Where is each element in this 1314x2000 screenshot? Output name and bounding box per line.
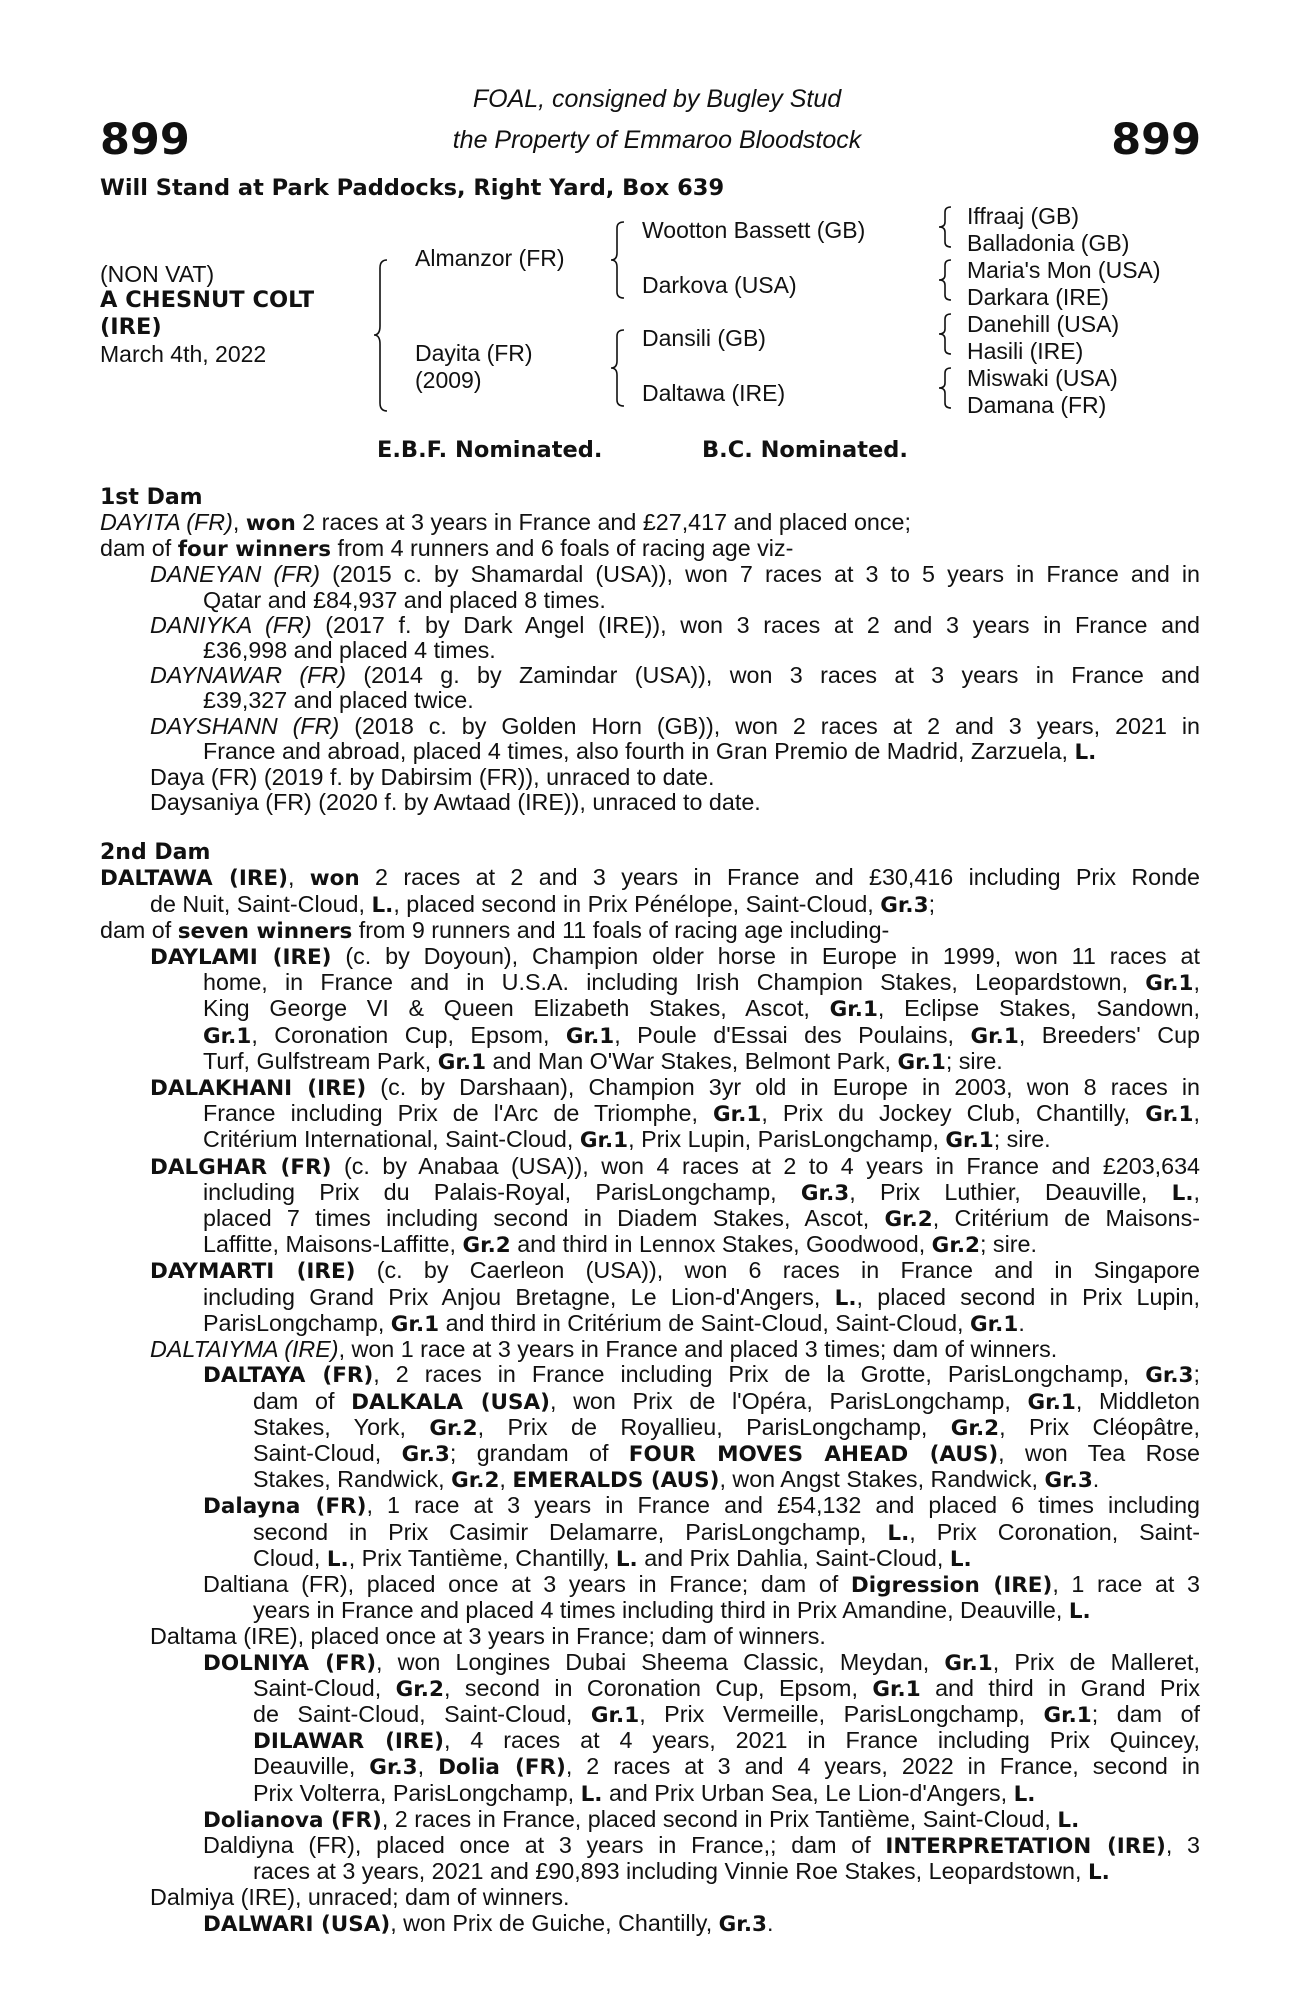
text-run: King George VI & Queen Elizabeth Stakes, Ascot, [203,995,830,1022]
text-run: Stakes, York, [253,1413,430,1440]
bold-text: L. [371,892,394,918]
catalogue-line [100,663,1200,688]
catalogue-line [100,1049,1200,1075]
bold-text: L. [1068,1599,1091,1625]
bold-text: Dolia (FR) [438,1755,566,1781]
catalogue-line [100,1154,1200,1180]
text-run: , 2 races in France, placed second in Prix Tantième, Saint-Cloud, [381,1805,1058,1832]
text-run: Cloud, [253,1544,327,1571]
horse-description: A CHESNUT COLT [100,287,315,313]
catalogue-line [100,1754,1200,1780]
catalogue-line [100,1389,1200,1415]
bold-text: Gr.1 [579,1128,629,1154]
text-run: 2 races at 2 and 3 years in France and £30,416 including Prix Ronde [359,864,1200,891]
text-run: and third in Critérium de Saint-Cloud, Saint-Cloud, [439,1309,970,1336]
text-run: , [232,509,246,535]
text-run: , Prix de Royallieu, ParisLongchamp, [477,1413,951,1440]
text-run: and Prix Urban Sea, Le Lion-d'Angers, [602,1779,1014,1806]
catalogue-line [100,1023,1200,1049]
text-run: ; sire. [993,1126,1051,1153]
catalogue-line [100,1624,1200,1649]
text-run: Laffitte, Maisons-Laffitte, [203,1231,463,1258]
catalogue-line [100,1258,1200,1284]
text-run: , 2 races in France including Prix de la Grotte, ParisLongchamp, [373,1361,1146,1388]
catalogue-line [100,1232,1200,1258]
lot-number-left: 899 [100,115,190,165]
text-run: Daltiana (FR), placed once at 3 years in France; dam of [203,1570,851,1597]
catalogue-line [100,865,1200,891]
bold-text: Gr.1 [390,1311,440,1337]
catalogue-line [100,1467,1200,1493]
text-run: , 4 races at 4 years, 2021 in France including Prix Quincey, [443,1727,1200,1754]
text-run: , [287,864,310,891]
catalogue-line [100,1807,1200,1833]
bold-text: Gr.3 [1145,1363,1194,1389]
text-run: de Nuit, Saint-Cloud, [150,890,372,917]
text-run: , Poule d'Essai des Poulains, [614,1021,971,1048]
text-run: , 1 race at 3 years in France and £54,132 and placed 6 times including [366,1492,1201,1519]
bold-text: Gr.1 [1043,1702,1092,1728]
bold-text: L. [615,1546,638,1572]
catalogue-line [100,1572,1200,1598]
bold-text: Gr.2 [429,1415,478,1441]
bold-text: won [309,866,360,892]
text-run: Daysaniya (FR) (2020 f. by Awtaad (IRE)), unraced to date. [150,789,761,816]
bold-text: won [245,511,296,536]
catalogue-line [100,1285,1200,1311]
text-run: Daya (FR) (2019 f. by Dabirsim (FR)), unraced to date. [150,764,715,791]
text-run: de Saint-Cloud, Saint-Cloud, [253,1700,591,1727]
bold-text: Gr.1 [829,997,878,1023]
text-run: Turf, Gulfstream Park, [203,1047,438,1074]
section-title: 1st Dam [100,485,203,510]
pedigree-bracket-g2 [938,259,956,301]
text-run: (c. by Anabaa (USA)), won 4 races at 2 to 4 years in France and £203,634 [331,1152,1201,1179]
bold-text: L. [1171,1180,1194,1206]
text-run: dam of [100,535,178,562]
text-run: , Prix Vermeille, ParisLongchamp, [639,1700,1044,1727]
bold-text: L. [1087,1860,1110,1886]
stand-location: Will Stand at Park Paddocks, Right Yard, Box 639 [100,175,725,201]
bold-text: Gr.2 [931,1233,980,1259]
text-run: , [1193,1100,1200,1127]
bold-text: Dolianova (FR) [203,1807,382,1833]
bold-text: DALTAYA (FR) [203,1363,374,1389]
italic-text: DANIYKA (FR) [150,611,312,638]
text-run: , won Longines Dubai Sheema Classic, Meydan, [376,1648,945,1675]
pedigree-bracket-g3 [938,313,956,355]
text-run: , 2 races at 3 and 4 years, 2022 in France, second in [565,1753,1200,1780]
horse-country: (IRE) [100,314,162,340]
catalogue-line [100,1520,1200,1546]
text-run: Saint-Cloud, [253,1674,396,1701]
text-run: second in Prix Casimir Delamarre, ParisLongchamp, [253,1518,888,1545]
text-run: ; [928,890,936,917]
consignment-line: FOAL, consigned by Bugley Stud [472,85,842,113]
text-run: , Prix de Malleret, [992,1648,1200,1675]
italic-text: DAYITA (FR) [100,509,233,535]
catalogue-line [100,1781,1200,1807]
catalogue-line [100,1180,1200,1206]
text-run: Critérium International, Saint-Cloud, [203,1126,580,1153]
text-run: , Critérium de Maisons- [932,1205,1200,1232]
grandparent-5: Danehill (USA) [967,311,1120,337]
text-run: , Eclipse Stakes, Sandown, [877,995,1200,1022]
bold-text: Gr.1 [437,1049,487,1075]
text-run: (c. by Doyoun), Champion older horse in Europe in 1999, won 11 races at [331,943,1200,970]
catalogue-line [100,688,1200,713]
bold-text: L. [949,1546,972,1572]
text-run: ParisLongchamp, [203,1309,391,1336]
bold-text: Gr.1 [944,1650,993,1676]
text-run: and Prix Dahlia, Saint-Cloud, [637,1544,950,1571]
lot-number-right: 899 [1111,115,1201,165]
text-run: including Grand Prix Anjou Bretagne, Le Lion-d'Angers, [203,1283,835,1310]
grandparent-6: Hasili (IRE) [967,338,1084,364]
bold-text: Gr.1 [945,1128,994,1154]
text-run: Saint-Cloud, [253,1439,402,1466]
catalogue-line [100,1075,1200,1101]
bold-text: Gr.1 [1145,1102,1194,1128]
bold-text: Gr.2 [884,1207,933,1233]
text-run: , 1 race at 3 [1052,1570,1200,1597]
catalogue-line [100,1441,1200,1467]
bc-nomination: B.C. Nominated. [702,437,908,463]
grandparent-8: Damana (FR) [967,392,1107,418]
pedigree-bracket-dam [610,328,630,408]
text-run: Daldiyna (FR), placed once at 3 years in France,; dam of [203,1831,886,1858]
bold-text: Gr.1 [872,1676,921,1702]
catalogue-line [100,944,1200,970]
grandparent-1: Iffraaj (GB) [967,203,1080,229]
catalogue-line [100,1493,1200,1519]
text-run: , Coronation Cup, Epsom, [251,1021,566,1048]
bold-text: Gr.2 [451,1468,500,1494]
bold-text: Gr.2 [950,1415,1000,1441]
sire-sire: Wootton Bassett (GB) [642,217,866,243]
bold-text: L. [1013,1781,1036,1807]
bold-text: DALGHAR (FR) [150,1154,332,1180]
text-run: races at 3 years, 2021 and £90,893 including Vinnie Roe Stakes, Leopardstown, [253,1858,1088,1885]
text-run: Daltama (IRE), placed once at 3 years in France; dam of winners. [150,1623,826,1650]
catalogue-line [100,1911,1200,1937]
text-run: 2 races at 3 years in France and £27,417 and placed once; [295,509,911,535]
text-run: France including Prix de l'Arc de Triomphe, [203,1100,714,1127]
text-run: , Prix Tantième, Chantilly, [348,1544,616,1571]
text-run: ; sire. [945,1047,1003,1074]
catalogue-line [100,892,1200,918]
bold-text: seven winners [177,918,353,944]
text-run: placed 7 times including second in Diadem Stakes, Ascot, [203,1205,885,1232]
catalogue-line [100,714,1200,739]
dam-foaling-year: (2009) [415,367,482,393]
text-run: , Middleton [1075,1387,1201,1414]
grandparent-4: Darkara (IRE) [967,284,1109,310]
catalogue-line [100,1598,1200,1624]
text-run: from 9 runners and 11 foals of racing age including- [352,916,890,943]
catalogue-line [100,1885,1200,1910]
bold-text: DAYMARTI (IRE) [150,1259,356,1285]
text-run: and Man O'War Stakes, Belmont Park, [486,1047,898,1074]
property-line: the Property of Emmaroo Bloodstock [452,126,862,154]
catalogue-line [100,1127,1200,1153]
bold-text: Gr.1 [1027,1389,1076,1415]
bold-text: Gr.2 [395,1676,444,1702]
italic-text: DANEYAN (FR) [150,561,320,588]
text-run: ; sire. [979,1231,1037,1258]
bold-text: Gr.3 [369,1755,418,1781]
catalogue-line [100,1206,1200,1232]
catalogue-line [100,1702,1200,1728]
text-run: , 3 [1165,1831,1201,1858]
bold-text: L. [834,1285,857,1311]
bold-text: Gr.1 [713,1102,762,1128]
text-run: , [417,1753,439,1780]
text-run: ; dam of [1091,1700,1201,1727]
italic-text: DALTAIYMA (IRE) [150,1336,339,1363]
dam-sire: Dansili (GB) [642,325,766,351]
grandparent-7: Miswaki (USA) [967,365,1118,391]
text-run: , Prix du Jockey Club, Chantilly, [761,1100,1146,1127]
bold-text: Dalayna (FR) [203,1494,367,1520]
bold-text: DALAKHANI (IRE) [150,1076,367,1102]
text-run: (c. by Caerleon (USA)), won 6 races in France and in Singapore [355,1257,1200,1284]
text-run: £39,327 and placed twice. [203,687,474,714]
bold-text: Gr.3 [718,1911,767,1937]
text-run: , Prix Luthier, Deauville, [849,1178,1172,1205]
pedigree-bracket-sire [610,220,630,300]
catalogue-line [100,1833,1200,1859]
catalogue-line [100,790,1200,815]
text-run: Stakes, Randwick, [253,1466,452,1493]
text-run: years in France and placed 4 times including third in Prix Amandine, Deauville, [253,1597,1069,1624]
pedigree-bracket-g4 [938,367,956,409]
bold-text: EMERALDS (AUS) [512,1468,720,1494]
catalogue-line [100,638,1200,663]
text-run: . [766,1909,774,1936]
bold-text: L. [887,1520,910,1546]
catalogue-body [100,485,1200,1937]
pedigree-bracket-g1 [938,206,956,248]
catalogue-line [100,739,1200,765]
italic-text: DAYSHANN (FR) [150,712,340,739]
catalogue-line [100,1337,1200,1362]
catalogue-line [100,1546,1200,1572]
bold-text: DALTAWA (IRE) [100,866,288,892]
text-run: (2014 g. by Zamindar (USA)), won 3 races at 3 years in France and [345,662,1200,689]
text-run: dam of [253,1387,352,1414]
text-run: Deauville, [253,1753,370,1780]
text-run: . [1092,1466,1100,1493]
catalogue-line [100,1101,1200,1127]
text-run: £36,998 and placed 4 times. [203,637,496,664]
catalogue-line [100,1362,1200,1388]
text-run: , won Tea Rose [998,1439,1200,1466]
catalogue-line [100,536,1200,562]
pedigree-bracket-main [373,258,393,413]
bold-text: DAYLAMI (IRE) [150,945,332,971]
text-run: Prix Volterra, ParisLongchamp, [253,1779,581,1806]
text-run: and third in Grand Prix [920,1674,1200,1701]
text-run: (2017 f. by Dark Angel (IRE)), won 3 races at 2 and 3 years in France and [311,611,1200,638]
text-run: , [1193,1178,1200,1205]
bold-text: DALWARI (USA) [203,1911,391,1937]
text-run: , [499,1466,513,1493]
text-run: dam of [100,916,178,943]
text-run: , second in Coronation Cup, Epsom, [443,1674,873,1701]
text-run: and third in Lennox Stakes, Goodwood, [510,1231,932,1258]
text-run: (c. by Darshaan), Champion 3yr old in Europe in 2003, won 8 races in [366,1074,1200,1101]
text-run: Qatar and £84,937 and placed 8 times. [203,586,606,613]
grandparent-3: Maria's Mon (USA) [967,257,1161,283]
text-run: , [1193,969,1200,996]
italic-text: DAYNAWAR (FR) [150,662,346,689]
bold-text: Gr.1 [970,1023,1019,1049]
sire: Almanzor (FR) [415,245,565,271]
text-run: , placed second in Prix Lupin, [856,1283,1200,1310]
bold-text: L. [1074,739,1097,765]
bold-text: Gr.1 [970,1311,1019,1337]
text-run: including Prix du Palais-Royal, ParisLongchamp, [203,1178,801,1205]
bold-text: Gr.2 [462,1233,511,1259]
bold-text: Gr.3 [401,1441,450,1467]
text-run: , Prix Cléopâtre, [999,1413,1200,1440]
bold-text: FOUR MOVES AHEAD (AUS) [628,1441,999,1467]
bold-text: Gr.1 [565,1023,615,1049]
text-run: . [1018,1309,1025,1336]
catalogue-line [100,1728,1200,1754]
text-run: from 4 runners and 6 foals of racing age viz- [331,535,794,562]
text-run: , placed second in Prix Pénélope, Saint-Cloud, [393,890,881,917]
section-gap [100,815,1200,840]
catalogue-line [100,970,1200,996]
dam-dam: Daltawa (IRE) [642,380,786,406]
catalogue-line [100,996,1200,1022]
text-run: (2018 c. by Golden Horn (GB)), won 2 races at 2 and 3 years, 2021 in [339,712,1200,739]
catalogue-line [100,1311,1200,1337]
bold-text: Gr.1 [203,1023,252,1049]
text-run: , Prix Coronation, Saint- [909,1518,1200,1545]
bold-text: Digression (IRE) [850,1572,1053,1598]
sire-dam: Darkova (USA) [642,272,797,298]
catalogue-line [100,1650,1200,1676]
grandparent-2: Balladonia (GB) [967,230,1130,256]
text-run: (2015 c. by Shamardal (USA)), won 7 races at 3 to 5 years in France and in [320,561,1201,588]
bold-text: Gr.3 [1044,1468,1093,1494]
bold-text: Gr.3 [880,892,929,918]
catalogue-line [100,1859,1200,1885]
bold-text: L. [326,1546,349,1572]
text-run: ; grandam of [449,1439,629,1466]
section-title: 2nd Dam [100,840,211,866]
vat-status: (NON VAT) [100,261,215,287]
catalogue-line [100,1676,1200,1702]
text-run: , won 1 race at 3 years in France and placed 3 times; dam of winners. [338,1336,1058,1363]
text-run: , Breeders' Cup [1018,1021,1200,1048]
bold-text: Gr.3 [800,1180,850,1206]
text-run: , won Prix de l'Opéra, ParisLongchamp, [549,1387,1028,1414]
catalogue-line [100,588,1200,613]
foaling-date: March 4th, 2022 [100,341,267,367]
bold-text: Gr.1 [897,1049,946,1075]
dam: Dayita (FR) [415,340,533,366]
catalogue-line [100,1415,1200,1441]
catalogue-line [100,918,1200,944]
bold-text: L. [1057,1807,1080,1833]
text-run: France and abroad, placed 4 times, also fourth in Gran Premio de Madrid, Zarzuela, [203,737,1075,764]
catalogue-line [100,765,1200,790]
text-run: ; [1193,1361,1200,1388]
text-run: , won Angst Stakes, Randwick, [719,1466,1045,1493]
bold-text: Gr.1 [1145,971,1194,997]
catalogue-line [100,613,1200,638]
bold-text: four winners [177,537,332,563]
text-run: , Prix Lupin, ParisLongchamp, [628,1126,946,1153]
bold-text: L. [580,1781,603,1807]
bold-text: INTERPRETATION (IRE) [885,1833,1166,1859]
ebf-nomination: E.B.F. Nominated. [377,437,603,463]
text-run: Dalmiya (IRE), unraced; dam of winners. [150,1884,570,1911]
bold-text: DOLNIYA (FR) [203,1650,377,1676]
catalogue-line [100,562,1200,587]
bold-text: Gr.1 [590,1702,640,1728]
catalogue-line [100,510,1200,536]
bold-text: DALKALA (USA) [351,1389,550,1415]
text-run: , won Prix de Guiche, Chantilly, [390,1909,719,1936]
text-run: home, in France and in U.S.A. including Irish Champion Stakes, Leopardstown, [203,969,1146,996]
bold-text: DILAWAR (IRE) [253,1729,444,1755]
